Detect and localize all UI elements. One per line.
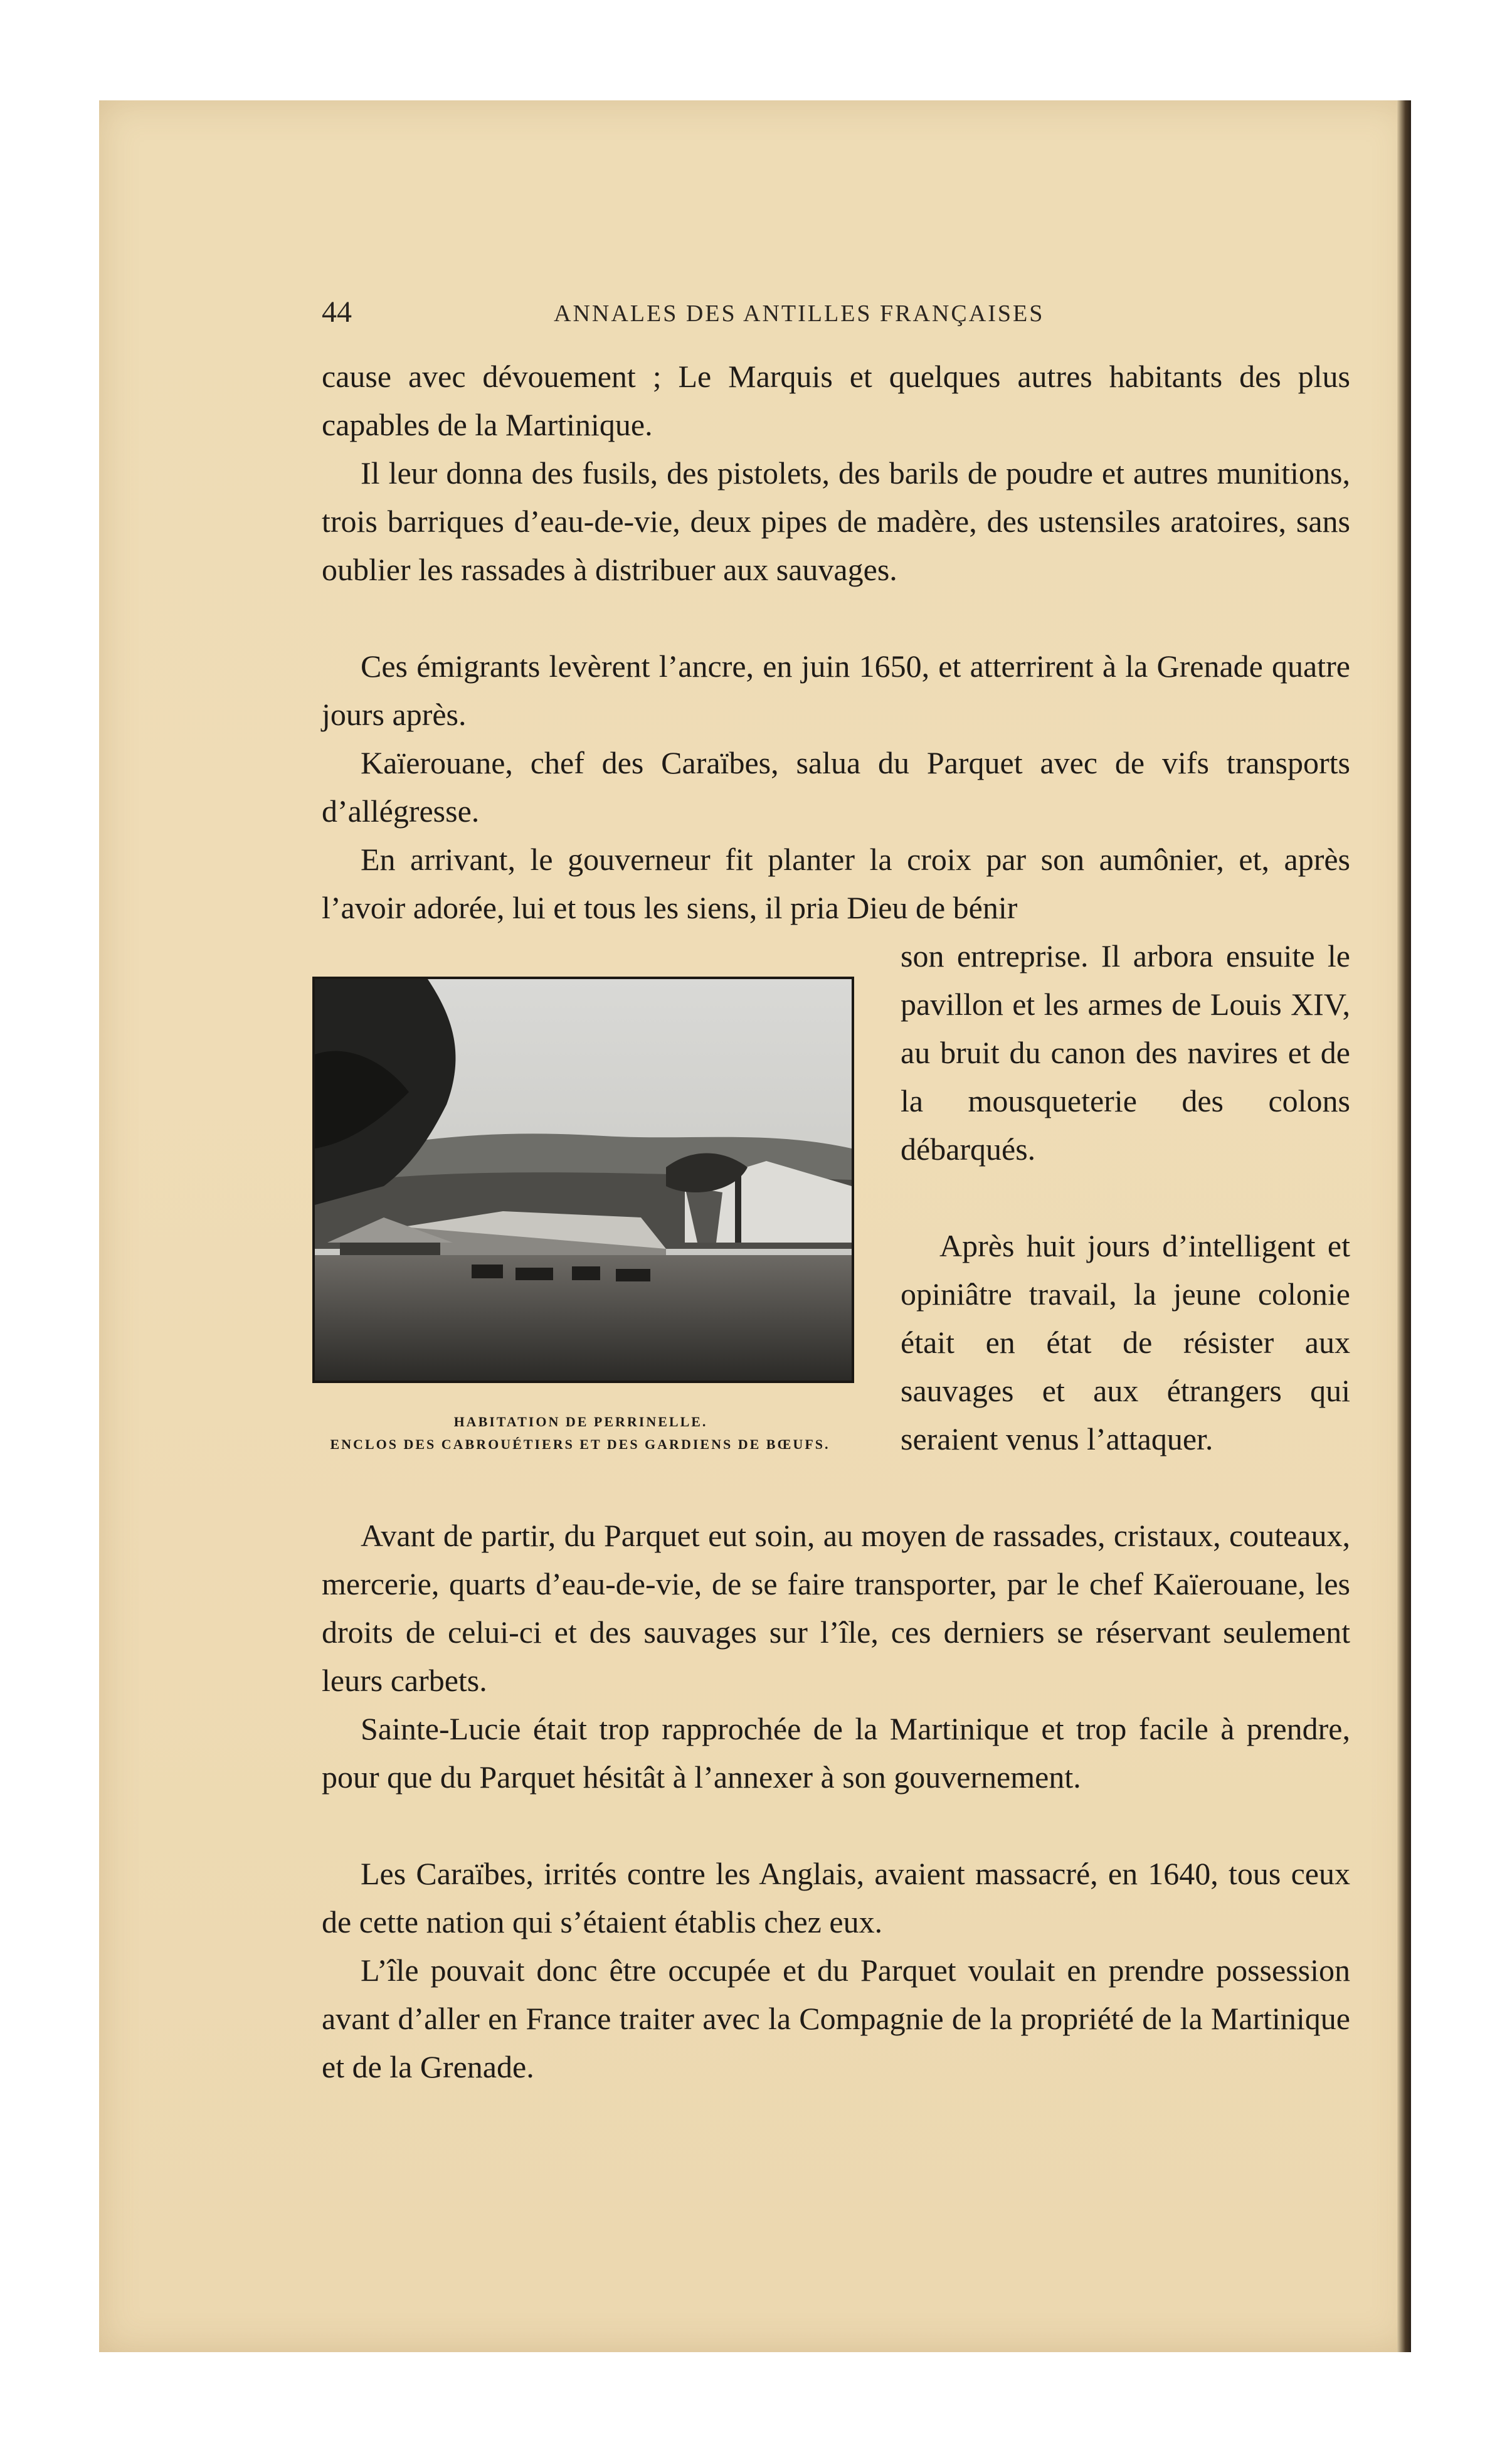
paragraph-5-continued: son entreprise. Il arbora ensuite le pavillon et les armes de Louis XIV, au bruit du canon des navires et de la mousqueterie des colons débarqués.: [901, 938, 1350, 1167]
paragraph-6: Après huit jours d’intelligent et opiniâtre travail, la jeune colonie était en état de résister aux sauvages et aux étrangers qui seraient venus l’attaquer.: [901, 1228, 1350, 1456]
running-head: ANNALES DES ANTILLES FRANÇAISES: [554, 300, 1045, 327]
page-number: 44: [322, 295, 352, 329]
paragraph-5: En arrivant, le gouverneur fit planter la croix par son aumônier, et, après l’avoir adorée, lui et tous les siens, il pria Dieu de bénir: [322, 842, 1350, 925]
figure-caption-title: HABITATION DE PERRINELLE.: [453, 1414, 708, 1429]
page-header: [322, 295, 1350, 332]
paragraph-4: Kaïerouane, chef des Caraïbes, salua du Parquet avec de vifs transports d’allégresse.: [322, 745, 1350, 829]
figure-caption-subtitle: ENCLOS DES CABROUÉTIERS ET DES GARDIENS DE BŒUFS.: [330, 1436, 830, 1452]
paragraph-2: Il leur donna des fusils, des pistolets, des barils de poudre et autres munitions, trois barriques d’eau-de-vie, deux pipes de madère, des ustensiles aratoires, sans oublier les rassades à distribuer aux sauvages.: [322, 455, 1350, 587]
book-spine-edge: [1397, 100, 1411, 2352]
paragraph-9: Les Caraïbes, irrités contre les Anglais, avaient massacré, en 1640, tous ceux de cette nation qui s’étaient établis chez eux.: [322, 1856, 1350, 1939]
paragraph-1: cause avec dévouement ; Le Marquis et quelques autres habitants des plus capables de la Martinique.: [322, 359, 1350, 442]
engraving-habitation-perrinelle: [312, 977, 854, 1383]
paragraph-3: Ces émigrants levèrent l’ancre, en juin 1650, et atterrirent à la Grenade quatre jours après.: [322, 649, 1350, 732]
paragraph-8: Sainte-Lucie était trop rapprochée de la Martinique et trop facile à prendre, pour que du Parquet hésitât à l’annexer à son gouvernement.: [322, 1711, 1350, 1795]
paragraph-7: Avant de partir, du Parquet eut soin, au moyen de rassades, cristaux, couteaux, mercerie, quarts d’eau-de-vie, de se faire transporter, par le chef Kaïerouane, les droits de celui-ci et des sauvages sur l’île, ces derniers se réservant seulement leurs carbets.: [322, 1518, 1350, 1698]
paragraph-10: L’île pouvait donc être occupée et du Parquet voulait en prendre possession avant d’aller en France traiter avec la Compagnie de la propriété de la Martinique et de la Grenade.: [322, 1953, 1350, 2084]
